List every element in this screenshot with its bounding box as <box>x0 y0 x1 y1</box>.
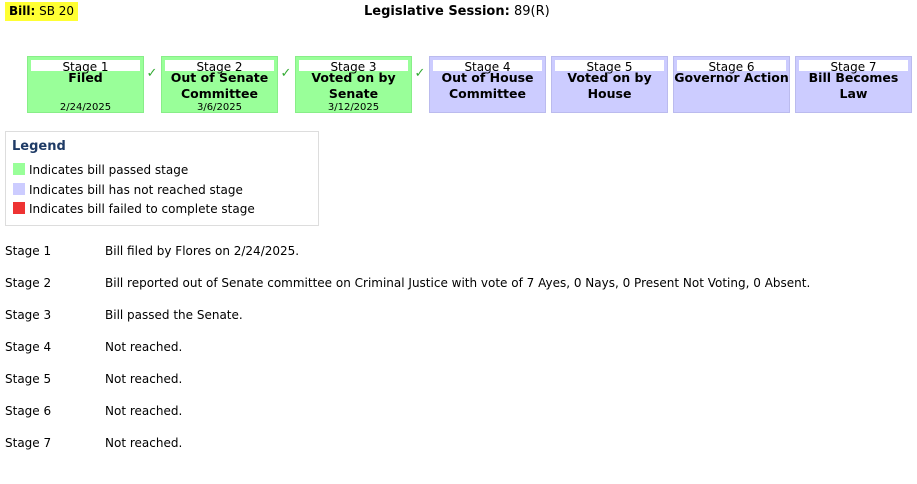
stage-tracker <box>0 56 917 113</box>
stage-number: Stage 7 <box>799 60 908 71</box>
stage-detail-label: Stage 7 <box>5 436 52 450</box>
stage-number: Stage 1 <box>31 60 140 71</box>
legend-box <box>5 131 319 226</box>
stage-detail-text: Bill passed the Senate. <box>105 308 243 322</box>
stage-detail-text: Bill filed by Flores on 2/24/2025. <box>105 244 300 258</box>
stage-date: 2/24/2025 <box>59 102 112 113</box>
stage-box-5 <box>551 56 668 113</box>
stage-detail-label: Stage 6 <box>5 404 52 418</box>
check-icon: ✓ <box>414 66 426 81</box>
stage-title: Bill Becomes Law <box>808 70 899 101</box>
stage-detail-label: Stage 4 <box>5 340 52 354</box>
stage-detail-label: Stage 2 <box>5 276 52 290</box>
stage-date: 3/12/2025 <box>327 102 380 113</box>
stage-detail-row <box>5 435 910 451</box>
stage-title: Voted on by Senate <box>311 70 396 101</box>
stage-box-1 <box>27 56 144 113</box>
stage-date: 3/6/2025 <box>197 102 242 113</box>
stage-detail-text: Bill reported out of Senate committee on Criminal Justice with vote of 7 Ayes, 0 Nays, 0 Present Not Voting, 0 Absent. <box>105 276 811 290</box>
legend-item-failed <box>13 201 255 217</box>
stage-title: Out of House Committee <box>441 70 534 101</box>
bill-number-badge <box>5 2 78 21</box>
stage-title: Out of Senate Committee <box>170 70 269 101</box>
legend-item-text: Indicates bill has not reached stage <box>29 183 243 197</box>
stage-detail-text: Not reached. <box>105 436 183 450</box>
passed-swatch <box>13 163 25 175</box>
stage-number: Stage 6 <box>677 60 786 71</box>
stage-box-2 <box>161 56 278 113</box>
notreached-swatch <box>13 183 25 195</box>
legend-item-notreached <box>13 182 243 198</box>
stage-detail-text: Not reached. <box>105 404 183 418</box>
legend-item-passed <box>13 162 188 178</box>
session-value: 89(R) <box>513 4 550 19</box>
failed-swatch <box>13 202 25 214</box>
stage-detail-row <box>5 307 910 323</box>
stage-box-7 <box>795 56 912 113</box>
session-label: Legislative Session: <box>364 4 510 19</box>
stage-detail-label: Stage 5 <box>5 372 52 386</box>
bill-label: Bill: <box>9 4 36 18</box>
stage-number: Stage 3 <box>299 60 408 71</box>
stage-detail-label: Stage 3 <box>5 308 52 322</box>
stage-detail-row <box>5 243 910 259</box>
legend-item-text: Indicates bill failed to complete stage <box>29 202 255 216</box>
legislative-session <box>364 3 550 20</box>
stage-detail-label: Stage 1 <box>5 244 52 258</box>
stage-detail-text: Not reached. <box>105 372 183 386</box>
check-icon: ✓ <box>280 66 292 81</box>
stage-number: Stage 2 <box>165 60 274 71</box>
stage-detail-text: Not reached. <box>105 340 183 354</box>
stage-box-3 <box>295 56 412 113</box>
legend-title: Legend <box>12 139 66 154</box>
bill-number: SB 20 <box>39 4 75 18</box>
stage-detail-row <box>5 403 910 419</box>
check-icon: ✓ <box>146 66 158 81</box>
stage-title: Governor Action <box>674 70 789 85</box>
stage-title: Filed <box>68 70 103 85</box>
stage-detail-row <box>5 339 910 355</box>
stage-detail-row <box>5 275 910 291</box>
stage-title: Voted on by House <box>567 70 652 101</box>
stage-box-4 <box>429 56 546 113</box>
stage-number: Stage 4 <box>433 60 542 71</box>
legend-item-text: Indicates bill passed stage <box>29 163 189 177</box>
stage-detail-row <box>5 371 910 387</box>
stage-box-6 <box>673 56 790 113</box>
stage-number: Stage 5 <box>555 60 664 71</box>
